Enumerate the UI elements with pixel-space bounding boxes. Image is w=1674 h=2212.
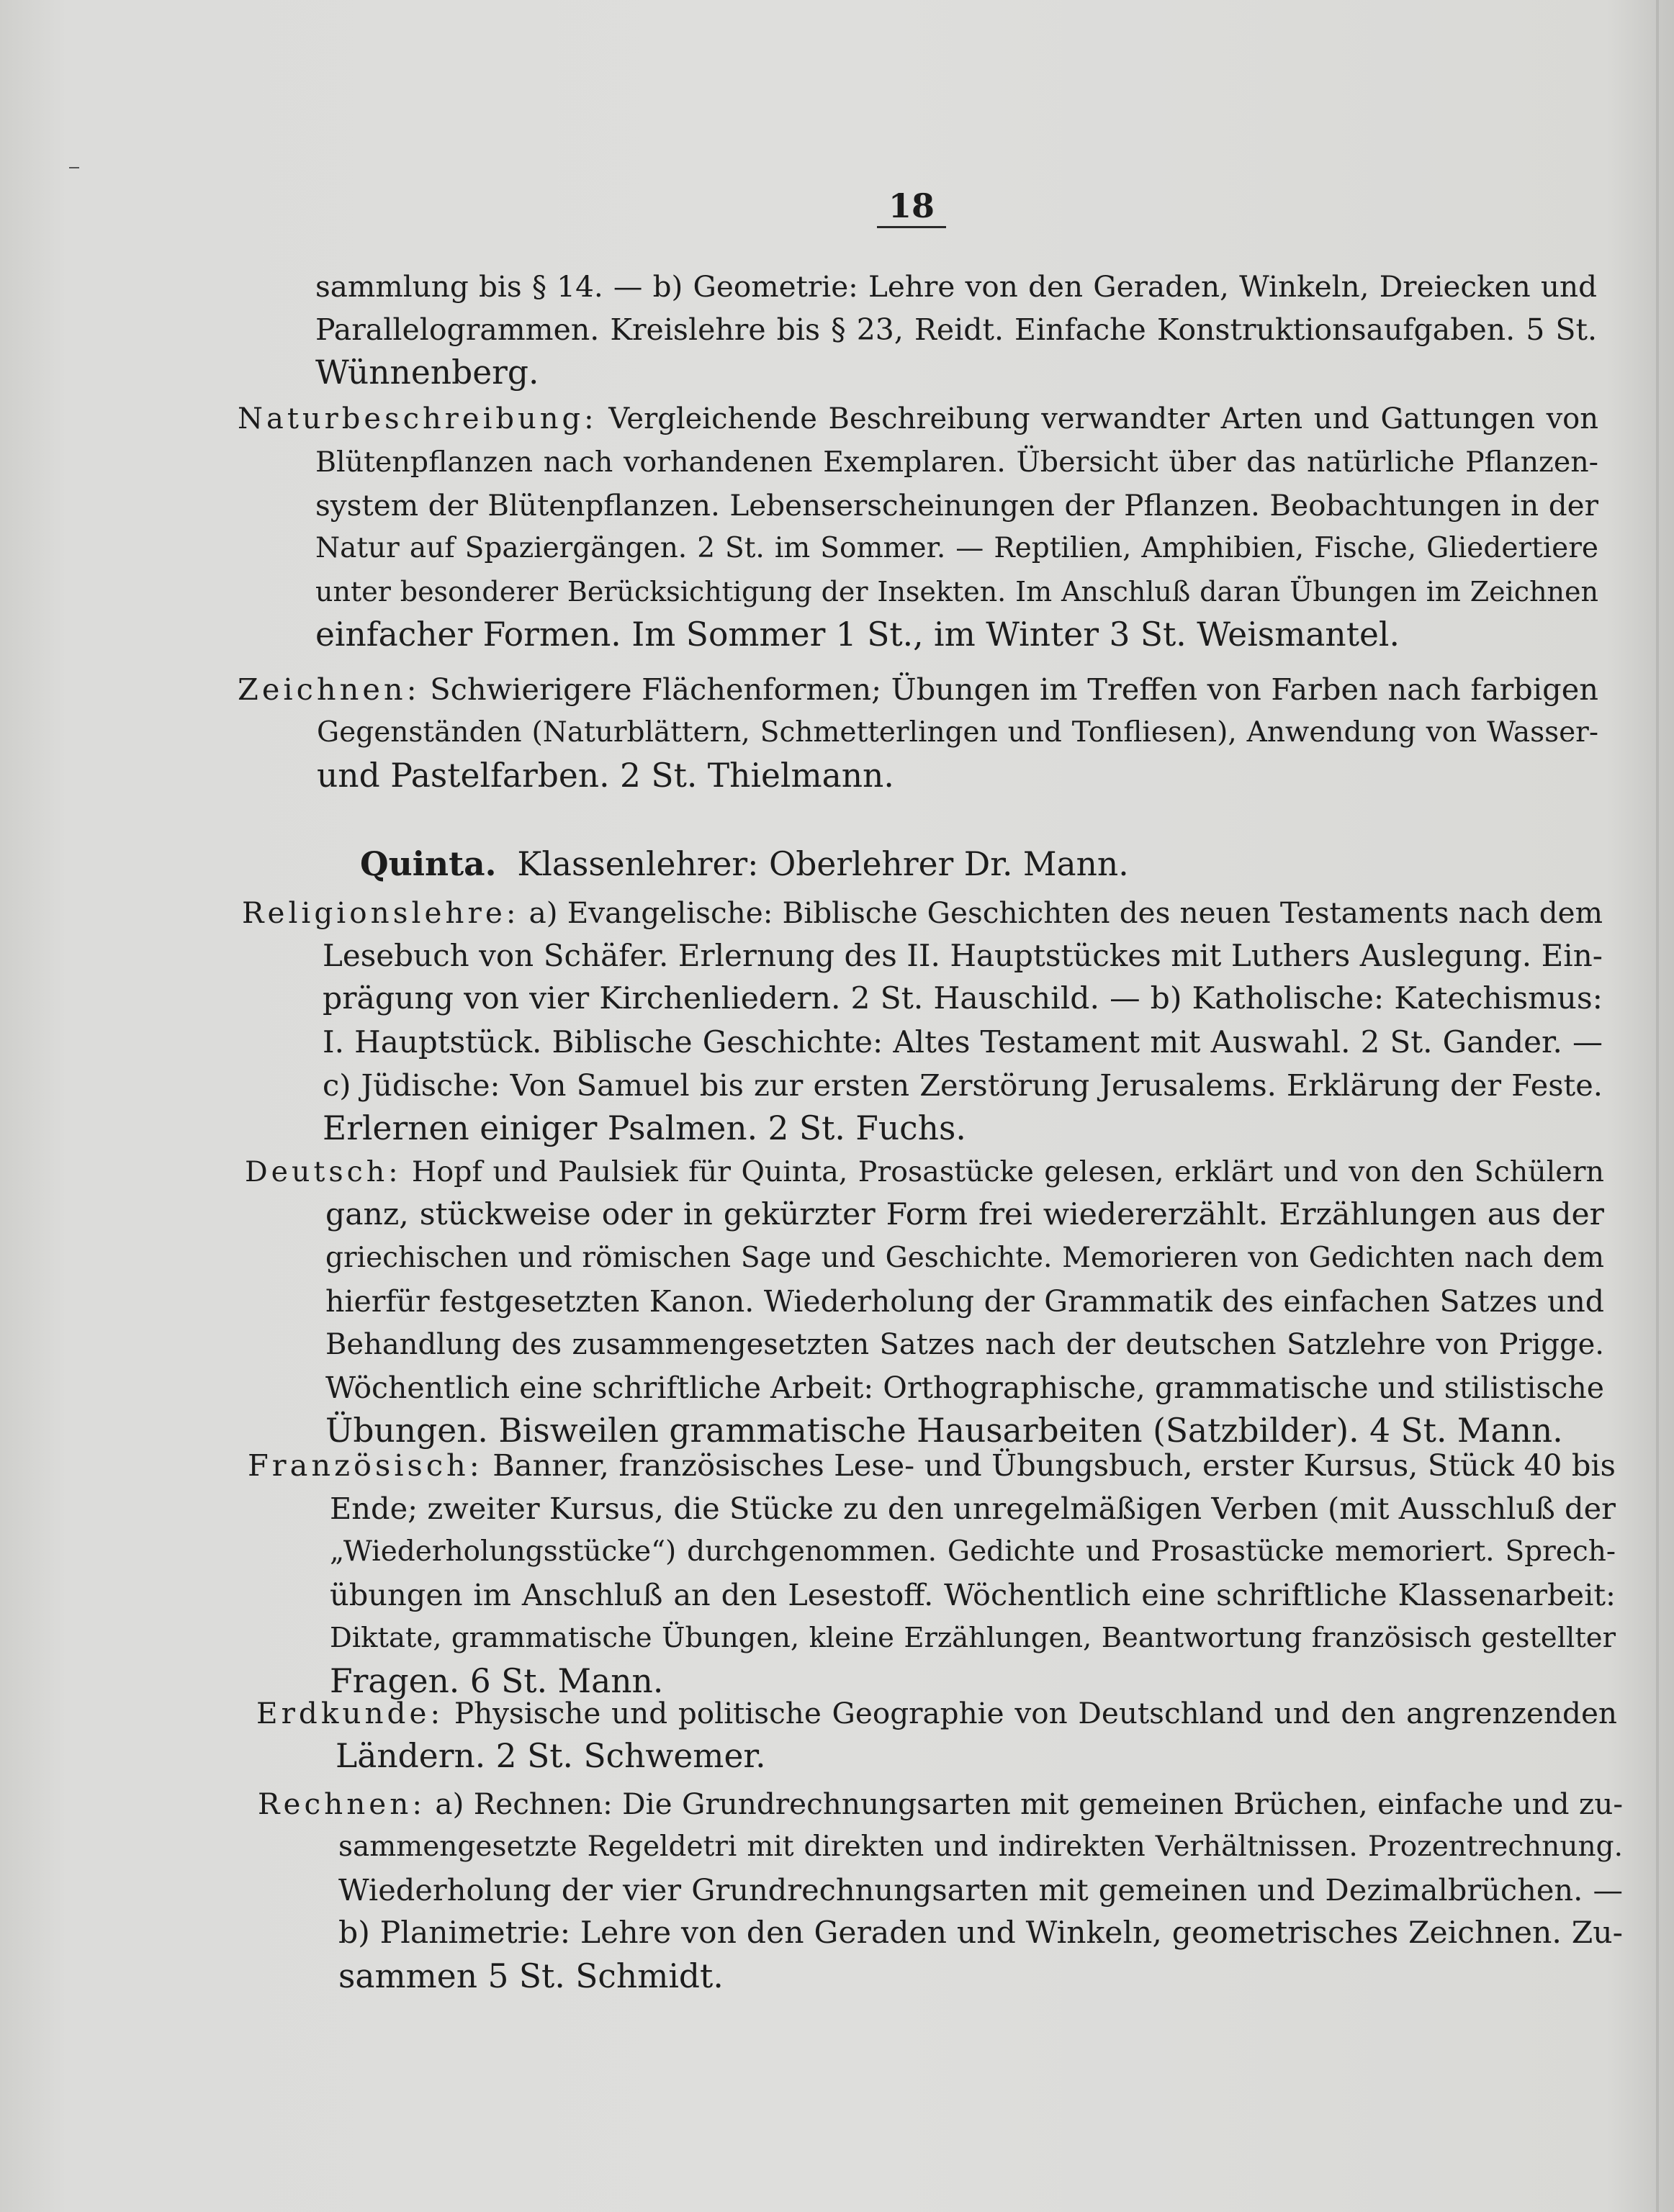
text-line: Ländern. 2 St. Schwemer. <box>336 1737 766 1775</box>
class-teacher: Klassenlehrer: Oberlehrer Dr. Mann. <box>517 845 1129 883</box>
page-number: 18 <box>888 186 935 225</box>
section-naturbeschreibung <box>238 397 1598 441</box>
text-line: sammlung bis § 14. — b) Geometrie: Lehre von den Geraden, Winkeln, Dreiecken und <box>315 269 1597 304</box>
text-line: I. Hauptstück. Biblische Geschichte: Altes Testament mit Auswahl. 2 St. Gander. — <box>323 1024 1603 1060</box>
section-label: Erdkunde: <box>256 1696 444 1730</box>
text-line: Wünnenberg. <box>315 353 539 392</box>
text-line: unter besonderer Berücksichtigung der Insekten. Im Anschluß daran Übungen im Zeichnen <box>315 576 1598 608</box>
scan-edge-shadow <box>1656 0 1659 2212</box>
text-line: Diktate, grammatische Übungen, kleine Erzählungen, Beantwortung französisch gestellter <box>330 1622 1616 1654</box>
scan-mark <box>69 167 79 168</box>
section-deutsch <box>245 1150 1604 1193</box>
text-line: Natur auf Spaziergängen. 2 St. im Sommer. — Reptilien, Amphibien, Fische, Gliedertiere <box>315 532 1598 564</box>
section-franzoesisch <box>248 1444 1616 1487</box>
text-line: Gegenständen (Naturblättern, Schmetterlingen und Tonfliesen), Anwendung von Wasser- <box>317 716 1598 749</box>
text-line: und Pastelfarben. 2 St. Thielmann. <box>317 757 894 795</box>
section-first-line <box>258 1782 1623 1825</box>
section-deutsch-body <box>325 1193 1604 1453</box>
section-label: Französisch: <box>248 1448 483 1483</box>
section-first-line <box>242 891 1603 934</box>
section-first-text: Banner, französisches Lese- und Übungsbuch, erster Kursus, Stück 40 bis <box>492 1448 1616 1483</box>
section-religionslehre <box>242 891 1603 934</box>
text-line: prägung von vier Kirchenliedern. 2 St. Hauschild. — b) Katholische: Katechismus: <box>323 981 1603 1016</box>
text-line: sammen 5 St. Schmidt. <box>338 1957 724 1995</box>
section-first-text: Vergleichende Beschreibung verwandter Arten und Gattungen von <box>608 402 1599 435</box>
section-first-text: a) Rechnen: Die Grundrechnungsarten mit gemeinen Brüchen, einfache und zu- <box>435 1787 1624 1821</box>
continuation-paragraph <box>315 265 1597 394</box>
section-franzoesisch-body <box>330 1487 1616 1703</box>
section-zeichnen-body <box>317 711 1598 798</box>
section-first-text: Physische und politische Geographie von Deutschland und den angrenzenden <box>454 1696 1618 1730</box>
section-label: Religionslehre: <box>242 895 520 930</box>
text-line: Behandlung des zusammengesetzten Satzes nach der deutschen Satzlehre von Prigge. <box>325 1328 1604 1361</box>
text-line: b) Planimetrie: Lehre von den Geraden und Winkeln, geometrisches Zeichnen. Zu- <box>338 1915 1623 1951</box>
text-line: c) Jüdische: Von Samuel bis zur ersten Zerstörung Jerusalems. Erklärung der Feste. <box>323 1067 1603 1103</box>
section-label: Deutsch: <box>245 1155 402 1188</box>
section-zeichnen <box>238 668 1598 711</box>
text-line: Blütenpflanzen nach vorhandenen Exemplaren. Übersicht über das natürliche Pflanzen- <box>315 446 1598 479</box>
text-line: Wiederholung der vier Grundrechnungsarten mit gemeinen und Dezimalbrüchen. — <box>338 1872 1623 1908</box>
section-rechnen-body <box>338 1825 1623 1998</box>
section-first-line <box>238 668 1598 711</box>
text-line: Parallelogrammen. Kreislehre bis § 23, Reidt. Einfache Konstruktionsaufgaben. 5 St. <box>315 312 1597 347</box>
section-erdkunde <box>256 1692 1617 1735</box>
section-first-text: Hopf und Paulsiek für Quinta, Prosastücke gelesen, erklärt und von den Schülern <box>411 1155 1604 1188</box>
section-label: Zeichnen: <box>238 672 420 707</box>
text-line: Erlernen einiger Psalmen. 2 St. Fuchs. <box>323 1109 966 1147</box>
class-heading <box>360 842 1129 886</box>
text-line: Lesebuch von Schäfer. Erlernung des II. Hauptstückes mit Luthers Auslegung. Ein- <box>323 938 1603 973</box>
section-first-text: a) Evangelische: Biblische Geschichten des neuen Testaments nach dem <box>528 895 1603 930</box>
text-line: system der Blütenpflanzen. Lebenserscheinungen der Pflanzen. Beobachtungen in der <box>315 488 1598 523</box>
text-line: übungen im Anschluß an den Lesestoff. Wöchentlich eine schriftliche Klassenarbeit: <box>330 1577 1616 1612</box>
text-line: Ende; zweiter Kursus, die Stücke zu den unregelmäßigen Verben (mit Ausschluß der <box>330 1491 1616 1526</box>
section-first-line <box>245 1150 1604 1193</box>
class-title: Quinta. <box>360 844 497 883</box>
page-number-underline <box>877 226 946 228</box>
text-line: griechischen und römischen Sage und Geschichte. Memorieren von Gedichten nach dem <box>325 1242 1604 1274</box>
text-line: sammengesetzte Regeldetri mit direkten und indirekten Verhältnissen. Prozentrechnung. <box>338 1830 1623 1863</box>
text-line: hierfür festgesetzten Kanon. Wiederholung der Grammatik des einfachen Satzes und <box>325 1284 1604 1319</box>
text-line: Übungen. Bisweilen grammatische Hausarbeiten (Satzbilder). 4 St. Mann. <box>325 1412 1563 1450</box>
text-line: ganz, stückweise oder in gekürzter Form frei wiedererzählt. Erzählungen aus der <box>325 1197 1604 1232</box>
section-first-text: Schwierigere Flächenformen; Übungen im Treffen von Farben nach farbigen <box>430 672 1598 707</box>
text-line: einfacher Formen. Im Sommer 1 St., im Winter 3 St. Weismantel. <box>315 615 1400 654</box>
section-erdkunde-body <box>336 1735 1617 1778</box>
text-line: Fragen. 6 St. Mann. <box>330 1662 664 1700</box>
section-label: Naturbeschreibung: <box>238 402 598 435</box>
text-line: Wöchentlich eine schriftliche Arbeit: Orthographische, grammatische und stilistische <box>325 1371 1604 1405</box>
section-first-line <box>256 1692 1617 1735</box>
text-line: „Wiederholungsstücke“) durchgenommen. Gedichte und Prosastücke memoriert. Sprech- <box>330 1535 1616 1568</box>
section-naturbeschreibung-body <box>315 441 1598 656</box>
section-label: Rechnen: <box>258 1787 426 1821</box>
section-first-line <box>238 397 1598 441</box>
section-religionslehre-body <box>323 934 1603 1150</box>
section-first-line <box>248 1444 1616 1487</box>
section-rechnen <box>258 1782 1623 1825</box>
